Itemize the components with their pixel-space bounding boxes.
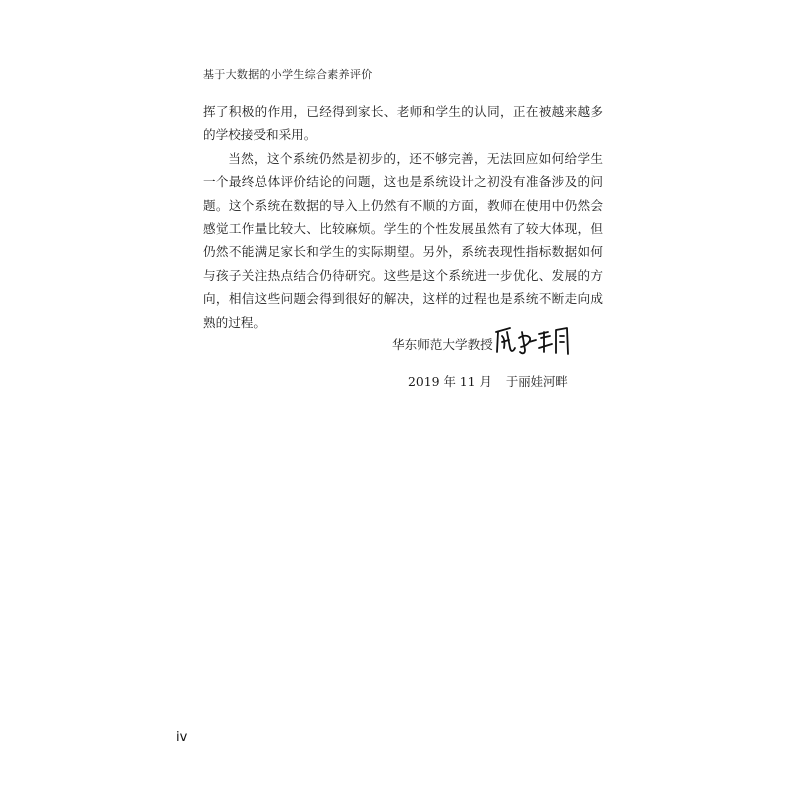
paragraph-continuation: 挥了积极的作用，已经得到家长、老师和学生的认同，正在被越来越多的学校接受和采用。 [203,104,603,143]
running-header: 基于大数据的小学生综合素养评价 [203,68,373,81]
dateline [408,372,568,390]
date: 2019 年 11 月 [408,374,492,389]
page-number: iv [176,730,188,745]
author-affiliation: 华东师范大学教授 [392,337,493,352]
place: 于丽娃河畔 [505,374,568,389]
paragraph-main: 当然，这个系统仍然是初步的，还不够完善，无法回应如何给学生一个最终总体评价结论的问题，这也是系统设计之初没有准备涉及的问题。这个系统在数据的导入上仍然有不顺的方面，教师在使用中仍然会感觉工作量比较大、比较麻烦。学生的个性发展虽然有了较大体现，但仍然不能满足家长和学生的实际期望。另外，系统表现性指标数据如何与孩子关注热点结合仍待研究。这些是这个系统进一步优化、发展的方向，相信这些问题会得到很好的解决，这样的过程也是系统不断走向成熟的过程。 [203,150,603,330]
body-text [203,100,603,334]
signature-block [392,322,612,362]
handwritten-signature [492,322,572,358]
